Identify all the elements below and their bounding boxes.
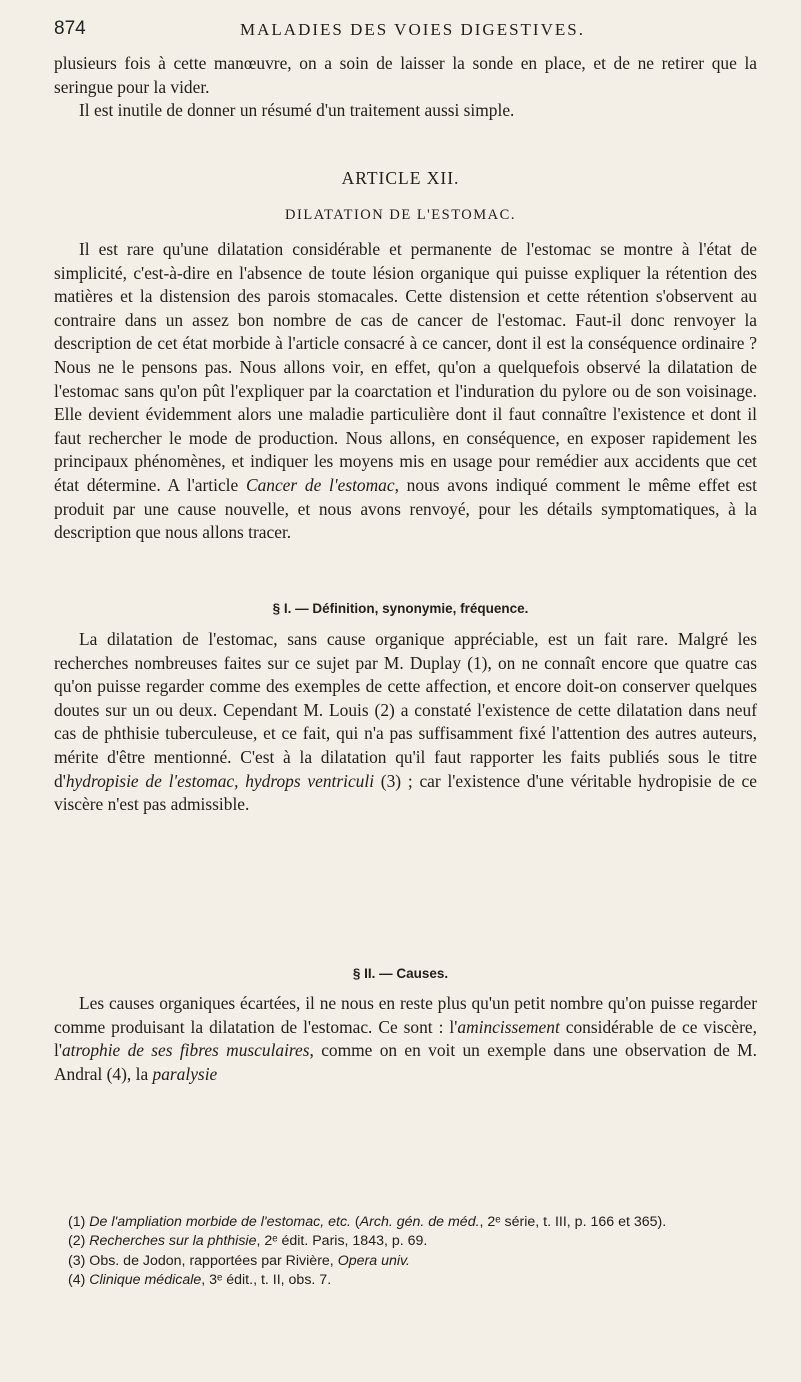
- article-body: [54, 238, 757, 545]
- footnote-3: (3) Obs. de Jodon, rapportées par Rivière, Opera univ.: [68, 1252, 410, 1269]
- intro-text: [54, 52, 757, 123]
- section-2-body: [54, 992, 757, 1086]
- footnote-4: (4) Clinique médicale, 3ᵉ édit., t. II, obs. 7.: [68, 1271, 332, 1288]
- section-heading-1: § I. — Définition, synonymie, fréquence.: [272, 601, 529, 616]
- footnote-2: (2) Recherches sur la phthisie, 2ᵉ édit. Paris, 1843, p. 69.: [68, 1233, 428, 1250]
- section-2-paragraph: Les causes organiques écartées, il ne nous en reste plus qu'un petit nombre qu'on puisse regarder comme produisant la dilatation de l'estomac. Ce sont : l'amincissement considérable de ce viscère, l'atrophie de ses fibres musculaires, comme on en voit un exemple dans une observation de M. Andral (4), la paralysie: [54, 993, 757, 1084]
- article-subtitle: DILATATION DE L'ESTOMAC.: [285, 207, 516, 223]
- italic-ref: Cancer de l'estomac: [245, 474, 395, 495]
- footnotes: [54, 1213, 757, 1290]
- intro-paragraph-continued: plusieurs fois à cette manœuvre, on a soin de laisser la sonde en place, et de ne retirer que la seringue pour la vider.: [54, 53, 757, 97]
- page-number: 874: [54, 18, 86, 39]
- footnote-1: (1) De l'ampliation morbide de l'estomac, etc. (Arch. gén. de méd., 2ᵉ série, t. III, p. 166 et 365).: [68, 1214, 667, 1230]
- section-1-paragraph: La dilatation de l'estomac, sans cause organique appréciable, est un fait rare. Malgré les recherches nombreuses faites sur ce sujet par M. Duplay (1), on ne connaît encore que quatre cas qu'on puisse regarder comme des exemples de cette affection, et encore doit-on conserver quelques doutes sur un ou deux. Cependant M. Louis (2) a constaté l'existence de cette dilatation dans neuf cas de phthisie tuberculeuse, et ce fait, qui n'a pas suffisamment fixé l'attention des autres auteurs, mérite d'être mentionné. C'est à la dilatation qu'il faut rapporter les faits publiés sous le titre d'hydropisie de l'estomac, hydrops ventriculi (3) ; car l'existence d'une véritable hydropisie de ce viscère n'est pas admissible.: [54, 629, 757, 815]
- section-1-body: [54, 628, 757, 817]
- italic-term: hydropisie de l'estomac, hydrops ventriculi: [65, 770, 375, 791]
- intro-paragraph: Il est inutile de donner un résumé d'un traitement aussi simple.: [79, 100, 515, 121]
- running-title: MALADIES DES VOIES DIGESTIVES.: [240, 20, 585, 39]
- article-title: ARTICLE XII.: [341, 168, 460, 188]
- running-header: [54, 16, 741, 48]
- section-heading-2: § II. — Causes.: [352, 966, 449, 981]
- article-paragraph: Il est rare qu'une dilatation considérable et permanente de l'estomac se montre à l'état de simplicité, c'est-à-dire en l'absence de toute lésion organique qui puisse expliquer la rétention des matières et la distension des parois stomacales. Cette distension et cette rétention s'observent au contraire dans un assez bon nombre de cas de cancer de l'estomac. Faut-il donc renvoyer la description de cet état morbide à l'article consacré à ce cancer, dont il est la conséquence ordinaire ? Nous ne le pensons pas. Nous allons voir, en effet, qu'on a quelquefois observé la dilatation de l'estomac sans qu'on pût l'expliquer par la coarctation et l'induration du pylore ou de son voisinage. Elle devient évidemment alors une maladie particulière dont il faut connaître l'existence et dont il faut rechercher le mode de production. Nous allons, en conséquence, en exposer rapidement les principaux phénomènes, et indiquer les moyens mis en usage pour remédier aux accidents que cet état détermine. A l'article Cancer de l'estomac, nous avons indiqué comment le même effet est produit par une cause nouvelle, et nous avons renvoyé, pour les détails symptomatiques, à la description que nous allons tracer.: [54, 239, 758, 543]
